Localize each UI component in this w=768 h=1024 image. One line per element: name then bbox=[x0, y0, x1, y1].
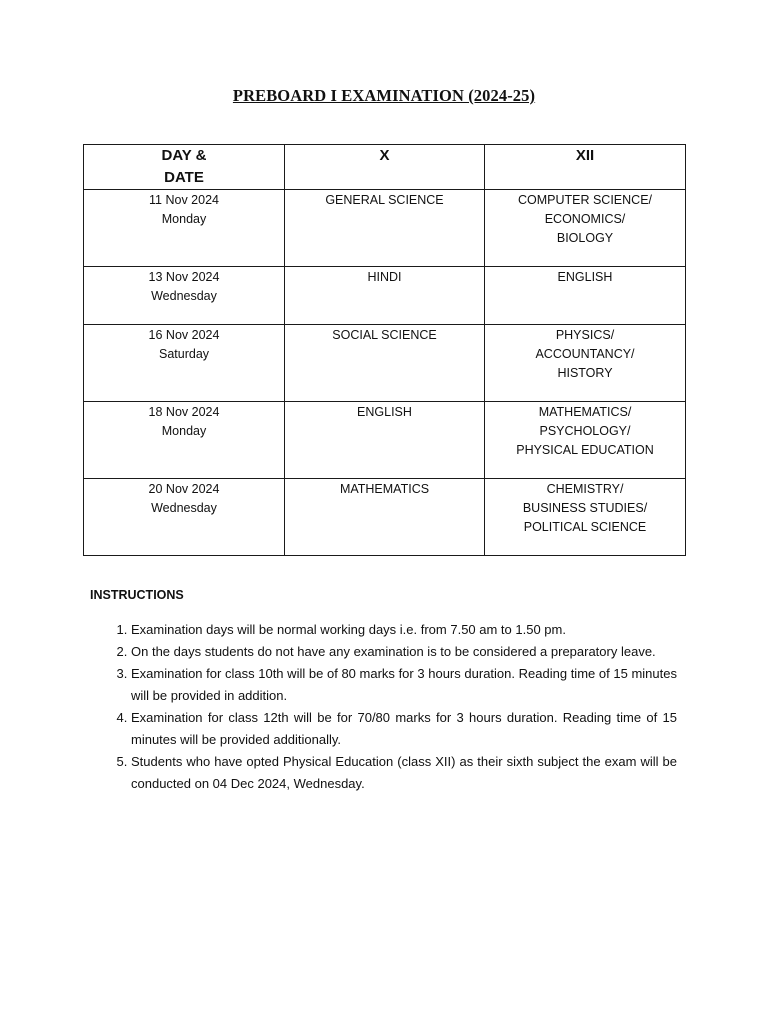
instruction-item: 2. On the days students do not have any examination is to be considered a preparatory leave. bbox=[131, 641, 677, 663]
table-row bbox=[84, 267, 686, 325]
table-header-row bbox=[84, 145, 686, 190]
cell-class-xii-subject: MATHEMATICS/ PSYCHOLOGY/ PHYSICAL EDUCATION bbox=[485, 402, 686, 479]
instruction-item: 3. Examination for class 10th will be of 80 marks for 3 hours duration. Reading time of 15 minutes will be provided in addition. bbox=[131, 663, 677, 707]
table-row bbox=[84, 479, 686, 556]
cell-date: 16 Nov 2024 Saturday bbox=[84, 325, 285, 402]
cell-class-x-subject: ENGLISH bbox=[285, 402, 485, 479]
table-row bbox=[84, 402, 686, 479]
cell-class-x-subject: MATHEMATICS bbox=[285, 479, 485, 556]
cell-date: 20 Nov 2024 Wednesday bbox=[84, 479, 285, 556]
instruction-item: 4. Examination for class 12th will be for 70/80 marks for 3 hours duration. Reading time of 15 minutes will be provided additionally. bbox=[131, 707, 677, 751]
page-title: PREBOARD I EXAMINATION (2024-25) bbox=[232, 86, 536, 105]
exam-schedule-table bbox=[83, 144, 686, 556]
instruction-item: 5. Students who have opted Physical Education (class XII) as their sixth subject the exam will be conducted on 04 Dec 2024, Wednesday. bbox=[131, 751, 677, 795]
header-class-x: X bbox=[285, 145, 485, 190]
header-day-date: DAY & DATE bbox=[84, 145, 285, 190]
cell-date: 13 Nov 2024 Wednesday bbox=[84, 267, 285, 325]
table-row bbox=[84, 190, 686, 267]
cell-date: 18 Nov 2024 Monday bbox=[84, 402, 285, 479]
cell-class-xii-subject: ENGLISH bbox=[485, 267, 686, 325]
header-class-xii: XII bbox=[485, 145, 686, 190]
cell-class-x-subject: HINDI bbox=[285, 267, 485, 325]
table-row bbox=[84, 325, 686, 402]
cell-class-xii-subject: COMPUTER SCIENCE/ ECONOMICS/ BIOLOGY bbox=[485, 190, 686, 267]
instructions-list bbox=[90, 619, 677, 795]
cell-class-xii-subject: PHYSICS/ ACCOUNTANCY/ HISTORY bbox=[485, 325, 686, 402]
cell-class-x-subject: SOCIAL SCIENCE bbox=[285, 325, 485, 402]
cell-class-xii-subject: CHEMISTRY/ BUSINESS STUDIES/ POLITICAL SCIENCE bbox=[485, 479, 686, 556]
cell-class-x-subject: GENERAL SCIENCE bbox=[285, 190, 485, 267]
cell-date: 11 Nov 2024 Monday bbox=[84, 190, 285, 267]
instruction-item: 1. Examination days will be normal working days i.e. from 7.50 am to 1.50 pm. bbox=[131, 619, 677, 641]
instructions-heading: INSTRUCTIONS bbox=[90, 588, 184, 602]
